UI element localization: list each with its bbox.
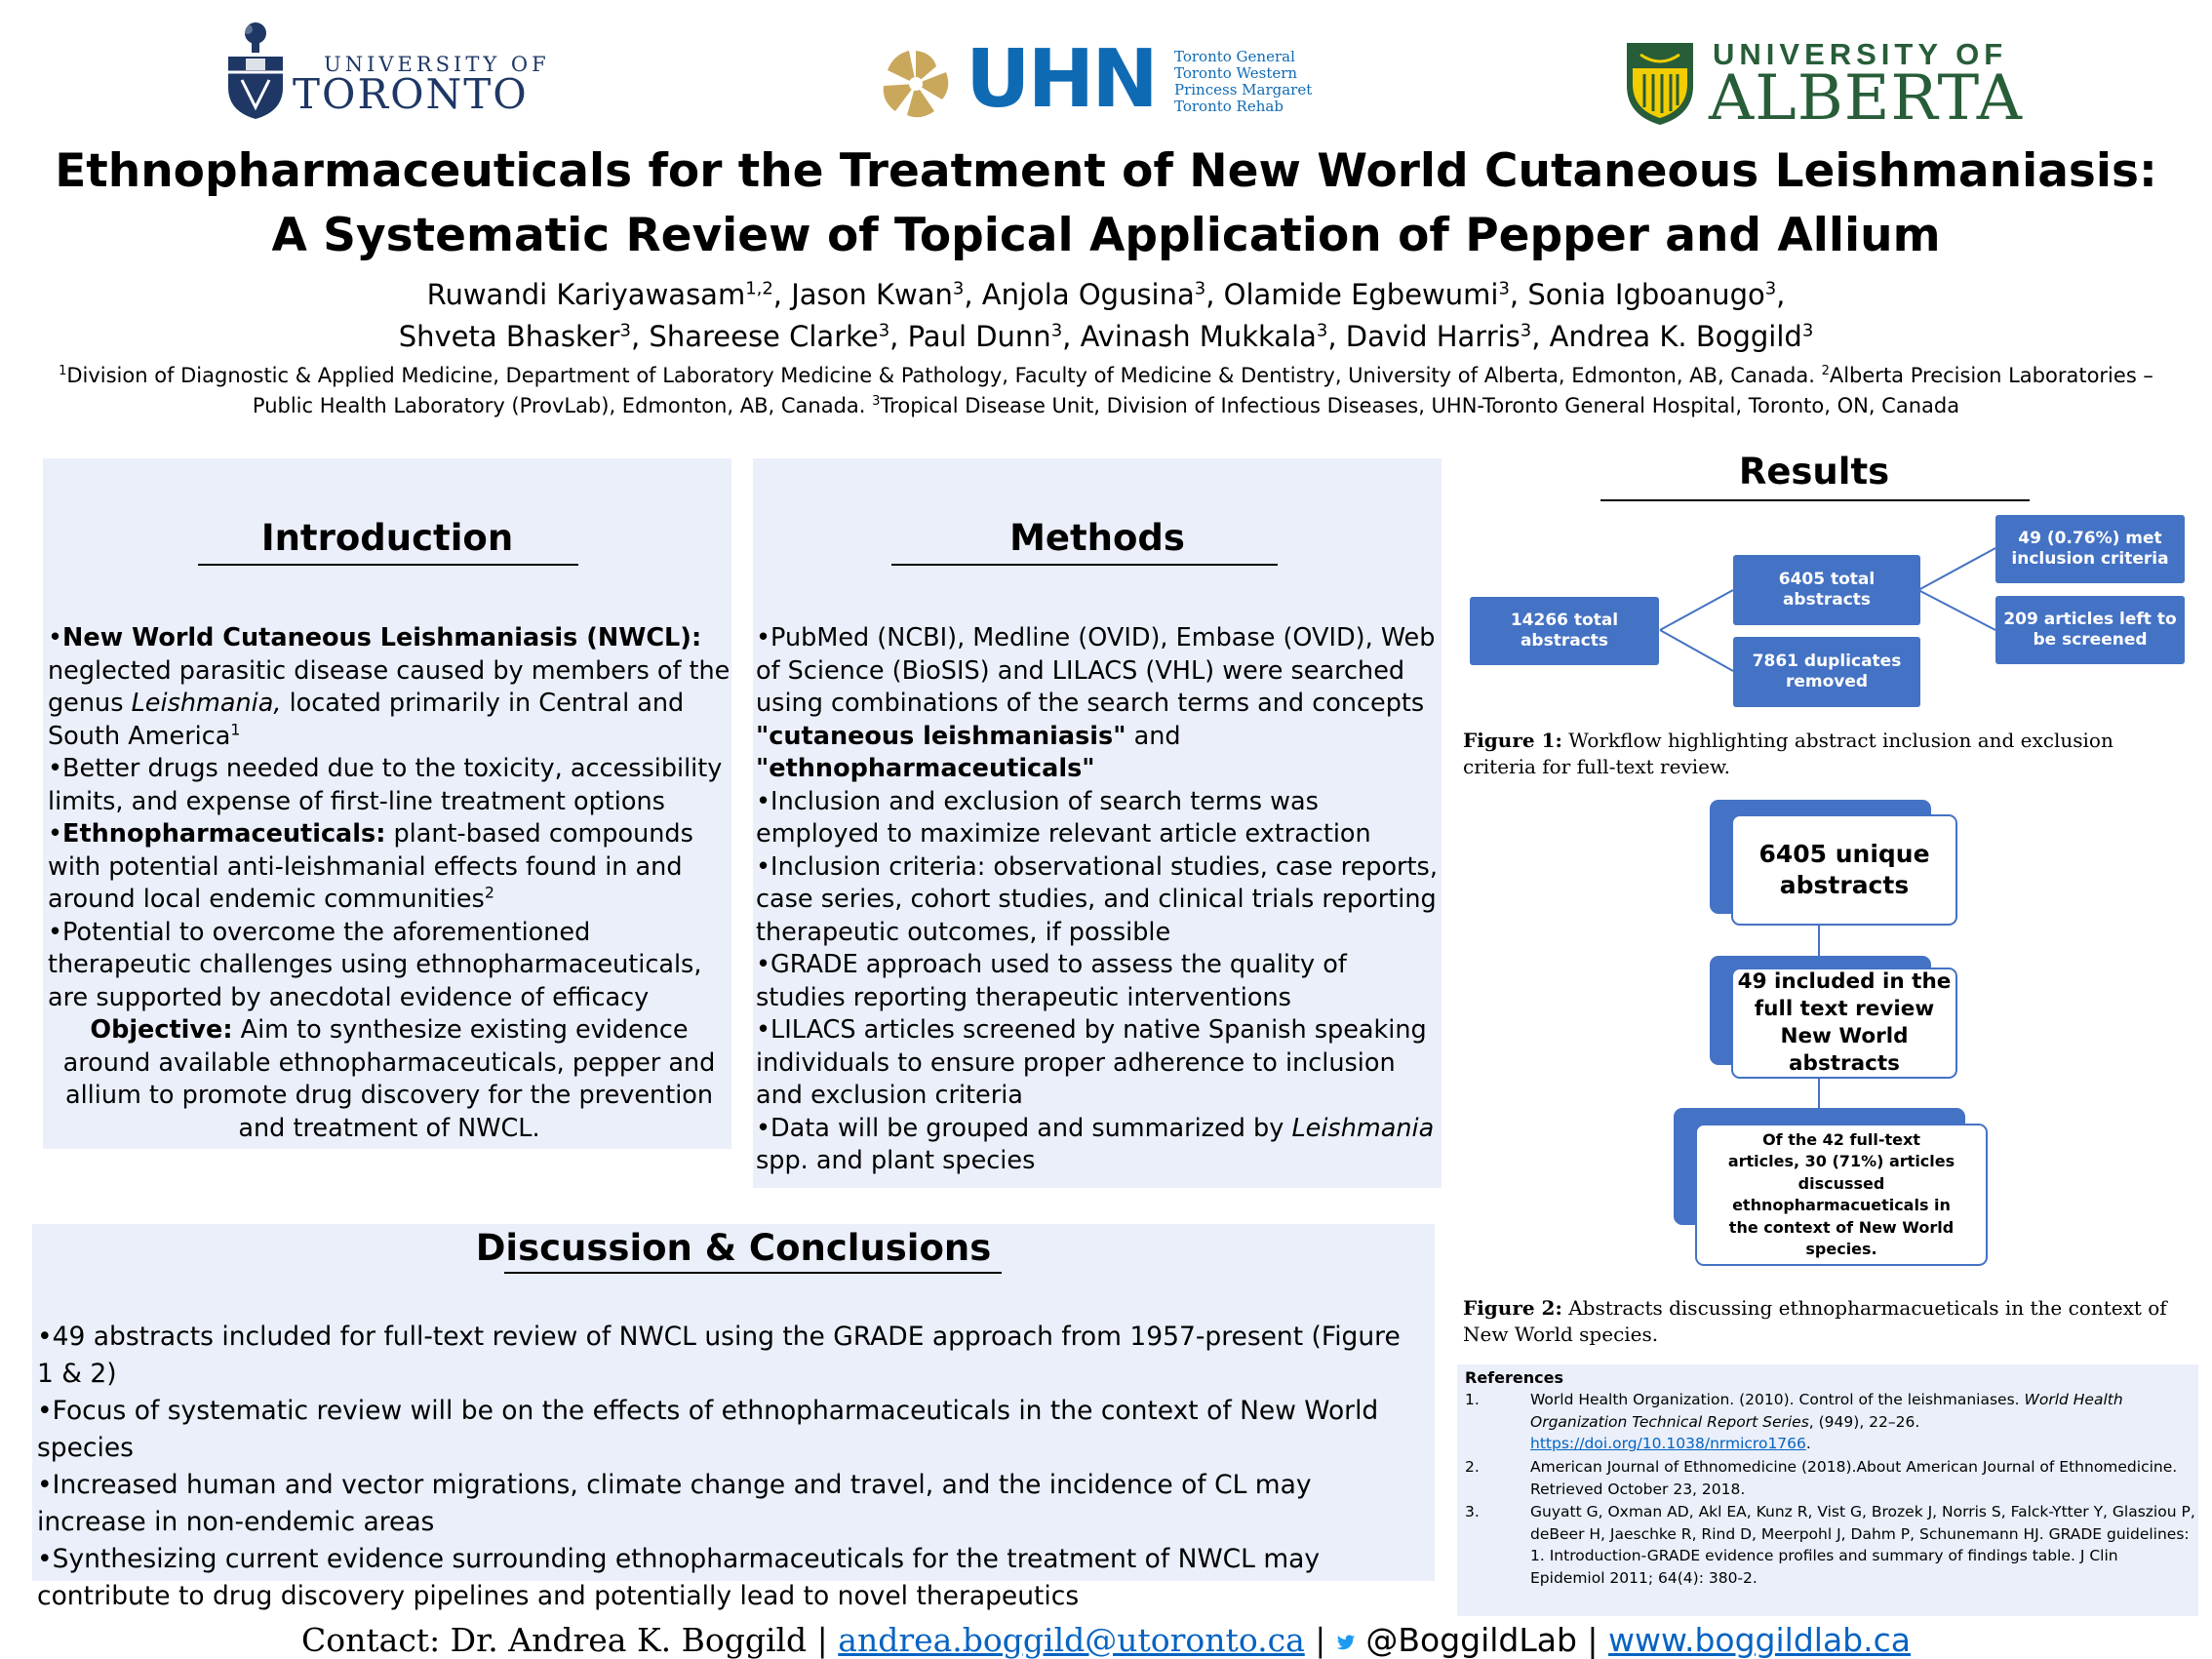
bullet-text: Data will be grouped and summarized by [770,1113,1292,1143]
bullet-text: Inclusion criteria: observational studies, case reports, case series, cohort studies, and clinical trials reporting therapeutic outcomes, if possible [756,851,1438,947]
bullet-text: and [1126,721,1181,751]
bullet-text: Synthesizing current evidence surrounding ethnopharmaceuticals for the treatment of NWCL may contribute to drug discovery pipelines and potentially lead to novel therapeutics [37,1544,1321,1611]
affiliation-marker: 3 [872,394,881,409]
author-affiliation-marker: 1,2 [745,278,773,299]
ualberta-logo-line1: UNIVERSITY OF [1713,37,2008,71]
author-affiliation-marker: 3 [1498,278,1510,299]
introduction-heading: Introduction [260,517,514,559]
author-affiliation-marker: 3 [1316,320,1328,341]
affiliation-marker: 1 [59,364,67,378]
author-list-line2 [0,320,2212,353]
bullet-text: Potential to overcome the aforementioned therapeutic challenges using ethnopharmaceuticals, are supported by anecdotal evidence of efficacy [48,917,702,1012]
uhn-site-list [1174,49,1312,115]
uhn-wordmark: UHN [966,33,1156,126]
author-separator: , [1531,320,1550,353]
figure2-box-unique-abstracts: 6405 unique abstracts [1731,814,1957,926]
author-separator: , [1776,278,1786,311]
author-separator: , [1205,278,1224,311]
affiliation-text: Alberta Precision Laboratories – Public Health Laboratory (ProvLab), Edmonton, AB, Canada. [252,364,2153,417]
uhn-site: Princess Margaret [1174,81,1313,99]
website-link[interactable]: www.boggildlab.ca [1608,1621,1911,1659]
connector-line [1918,590,1995,630]
italic-term: Leishmania [1291,1113,1435,1143]
bullet-text: Inclusion and exclusion of search terms was employed to maximize relevant article extraction [756,786,1371,849]
author-affiliation-marker: 3 [1194,278,1206,299]
bullet-text: spp. and plant species [756,1146,1036,1175]
reference-journal: World Health Organization Technical Report Series [1530,1391,2123,1431]
reference-item [1465,1456,2206,1503]
reference-part: World Health Organization. (2010). Control of the leishmaniases. [1530,1391,2025,1408]
author-name: Sonia Igboanugo [1527,278,1765,311]
bullet-text: located primarily in Central and South America [48,689,685,751]
figure2-caption [1463,1295,2175,1348]
author-affiliation-marker: 3 [878,320,890,341]
references-heading: References [1465,1368,1563,1387]
methods-bullet: •GRADE approach used to assess the quality of studies reporting therapeutic interventions [756,950,1347,1012]
twitter-bird-icon [1336,1635,1356,1651]
search-term: "cutaneous leishmaniasis" [756,721,1126,751]
introduction-bullet: •New World Cutaneous Leishmaniasis (NWCL): neglected parasitic disease caused by members of the genus Leishmania, located primarily in Central and South America$^1$ [48,623,731,751]
discussion-bullet: •Increased human and vector migrations, climate change and travel, and the incidence of CL may increase in non-endemic areas [37,1470,1312,1537]
discussion-bullet: •49 abstracts included for full-text review of NWCL using the GRADE approach from 1957-present (Figure 1 & 2) [37,1322,1401,1389]
reference-number: 1. [1465,1391,1480,1408]
author-name: Shareese Clarke [649,320,879,353]
caption-text: Abstracts discussing ethnopharmacueticals in the context of New World species. [1463,1296,2167,1346]
author-separator: , [1062,320,1081,353]
figure-label: Figure 2: [1463,1296,1562,1320]
author-separator: , [630,320,650,353]
uhn-logo [876,33,1326,126]
caption-text: Workflow highlighting abstract inclusion and exclusion criteria for full-text review. [1463,729,2113,778]
reference-text: American Journal of Ethnomedicine (2018).About American Journal of Ethnomedicine. Retrieved October 23, 2018. [1530,1458,2178,1498]
contact-separator: | [807,1621,839,1659]
flow-node-met-criteria: 49 (0.76%) met inclusion criteria [1995,515,2185,583]
objective-label: Objective: [90,1015,233,1045]
uoft-crest-icon [222,20,289,121]
methods-heading: Methods [1009,517,1185,559]
author-affiliation-marker: 3 [952,278,965,299]
citation-marker: 2 [484,883,494,902]
reference-part: , (949), 22–26. [1808,1412,1920,1431]
figure1-caption [1463,728,2175,780]
methods-bullet: •Data will be grouped and summarized by Leishmania spp. and plant species [756,1113,1435,1175]
flow-node-left-to-screen: 209 articles left to be screened [1995,596,2185,664]
author-separator: , [772,278,792,311]
reference-number: 3. [1465,1503,1480,1521]
bullet-text: PubMed (NCBI), Medline (OVID), Embase (OVID), Web of Science (BioSIS) and LILACS (VHL) were searched using combinations of the search terms and concepts [756,623,1436,718]
author-separator: , [1327,320,1346,353]
reference-item [1465,1501,2206,1614]
author-name: Ruwandi Kariyawasam [426,278,746,311]
reference-text: Guyatt G, Oxman AD, Akl EA, Kunz R, Vist G, Brozek J, Norris S, Falck-Ytter Y, Glasziou P, deBeer H, Jaeschke R, Rind D, Meerpohl J, Dahm P, Schunemann HJ. GRADE guidelines: 1. Introduction-GRADE evidence profiles and summary of findings table. J Clin Epidemiol 2011; 64(4): 380-2. [1530,1503,2195,1587]
author-name: Andrea K. Boggild [1549,320,1802,353]
uoft-logo-line2: TORONTO [293,70,529,118]
ualberta-logo-line2: ALBERTA [1709,62,2023,135]
author-separator: , [964,278,982,311]
flow-node-total-abstracts: 14266 total abstracts [1470,597,1659,665]
introduction-bullet: •Better drugs needed due to the toxicity, accessibility limits, and expense of first-line treatment options [48,754,723,816]
results-heading: Results [1738,451,1890,493]
introduction-bullets [48,622,731,1014]
citation-marker: 1 [230,720,241,738]
contact-separator: | [1304,1621,1336,1659]
uhn-pinwheel-icon [876,45,956,123]
objective-statement [48,1014,731,1145]
author-name: Shveta Bhasker [398,320,620,353]
bullet-text: LILACS articles screened by native Spanish speaking individuals to ensure proper adherence to inclusion and exclusion criteria [756,1015,1427,1110]
author-separator: , [889,320,908,353]
discussion-bullets [37,1319,1422,1615]
discussion-heading-rule [504,1272,1002,1274]
twitter-handle: @BoggildLab [1365,1621,1577,1659]
methods-bullet: •PubMed (NCBI), Medline (OVID), Embase (OVID), Web of Science (BioSIS) and LILACS (VHL) were searched using combinations of the search terms and concepts "cutaneous leishmaniasis" and "ethnopharmaceuticals" [756,623,1436,783]
methods-heading-rule [891,564,1278,566]
ualberta-shield-icon [1623,39,1697,127]
reference-number: 2. [1465,1458,1480,1476]
discussion-heading: Discussion & Conclusions [475,1227,992,1269]
author-name: Jason Kwan [791,278,953,311]
introduction-bullet: •Ethnopharmaceuticals: plant-based compounds with potential anti-leishmanial effects found in and around local endemic communities$^2$ [48,819,693,914]
poster-title-line1: Ethnopharmaceuticals for the Treatment of New World Cutaneous Leishmaniasis: [55,144,2157,198]
discussion-bullet: •Synthesizing current evidence surrounding ethnopharmaceuticals for the treatment of NWCL may contribute to drug discovery pipelines and potentially lead to novel therapeutics [37,1544,1321,1611]
bullet-text: plant-based compounds with potential anti-leishmanial effects found in and around local endemic communities [48,819,693,914]
reference-doi-link[interactable]: https://doi.org/10.1038/nrmicro1766 [1530,1435,1806,1452]
bullet-text: 49 abstracts included for full-text review of NWCL using the GRADE approach from 1957-present (Figure 1 & 2) [37,1322,1401,1389]
university-of-alberta-logo [1623,37,2023,135]
reference-text [1530,1389,2195,1455]
connector-line [1918,548,1995,590]
author-affiliation-marker: 3 [1801,320,1814,341]
methods-bullet: •Inclusion criteria: observational studies, case reports, case series, cohort studies, and clinical trials reporting therapeutic outcomes, if possible [756,851,1438,947]
author-name: Avinash Mukkala [1080,320,1317,353]
bullet-text: Focus of systematic review will be on the effects of ethnopharmaceuticals in the context of New World species [37,1396,1379,1463]
author-name: Paul Dunn [907,320,1051,353]
bold-term: Ethnopharmaceuticals: [62,819,386,849]
figure2-box-full-text: Of the 42 full-text articles, 30 (71%) articles discussed ethnopharmacueticals in the context of New World species. [1695,1124,1988,1266]
introduction-heading-rule [198,564,578,566]
affiliation-text: Tropical Disease Unit, Division of Infectious Diseases, UHN-Toronto General Hospital, Toronto, ON, Canada [880,394,1960,417]
bullet-text: GRADE approach used to assess the quality of studies reporting therapeutic interventions [756,950,1347,1012]
university-of-toronto-logo [222,20,583,127]
poster-title-line2: A Systematic Review of Topical Application of Pepper and Allium [271,209,1941,262]
affiliations [39,361,2173,421]
author-list-line1 [0,278,2212,311]
connector-line [1660,630,1733,671]
reference-item [1465,1389,2206,1457]
author-name: Anjola Ogusina [981,278,1195,311]
contact-separator: | [1576,1621,1609,1659]
figure2-box-included: 49 included in the full text review New World abstracts [1731,968,1957,1079]
bullet-text: neglected parasitic disease caused by members of the genus [48,655,731,718]
author-name: Olamide Egbewumi [1223,278,1499,311]
contact-label: Contact: Dr. Andrea K. Boggild [301,1621,808,1659]
flow-node-total-unique: 6405 total abstracts [1733,555,1920,625]
bold-term: New World Cutaneous Leishmaniasis (NWCL): [62,623,702,652]
results-heading-rule [1600,499,2030,501]
discussion-bullet: •Focus of systematic review will be on the effects of ethnopharmaceuticals in the context of New World species [37,1396,1379,1463]
author-affiliation-marker: 3 [1520,320,1532,341]
affiliation-marker: 2 [1821,364,1830,378]
author-affiliation-marker: 3 [1050,320,1063,341]
contact-line [0,1621,2212,1659]
author-separator: , [1509,278,1528,311]
flow-node-duplicates: 7861 duplicates removed [1733,637,1920,707]
author-affiliation-marker: 3 [1764,278,1777,299]
uhn-site: Toronto General [1174,48,1295,65]
bullet-text: Better drugs needed due to the toxicity, accessibility limits, and expense of first-line treatment options [48,754,723,816]
methods-bullet: •Inclusion and exclusion of search terms was employed to maximize relevant article extraction [756,786,1371,849]
uhn-site: Toronto Rehab [1174,98,1284,115]
author-affiliation-marker: 3 [619,320,631,341]
uoft-logo-line1: UNIVERSITY OF [324,53,550,76]
contact-email-link[interactable]: andrea.boggild@utoronto.ca [838,1621,1305,1659]
methods-bullets [756,622,1439,1178]
methods-bullet: •LILACS articles screened by native Spanish speaking individuals to ensure proper adherence to inclusion and exclusion criteria [756,1015,1427,1110]
bullet-text: Increased human and vector migrations, climate change and travel, and the incidence of CL may increase in non-endemic areas [37,1470,1312,1537]
introduction-bullet: •Potential to overcome the aforementioned therapeutic challenges using ethnopharmaceuticals, are supported by anecdotal evidence of efficacy [48,917,702,1012]
objective-text: Aim to synthesize existing evidence around available ethnopharmaceuticals, pepper and allium to promote drug discovery for the prevention and treatment of NWCL. [62,1015,716,1143]
reference-part: . [1805,1435,1811,1452]
connector-line [1660,590,1733,630]
author-name: David Harris [1345,320,1521,353]
italic-term: Leishmania, [131,689,282,718]
affiliation-text: Division of Diagnostic & Applied Medicine, Department of Laboratory Medicine & Pathology, Faculty of Medicine & Dentistry, University of Alberta, Edmonton, AB, Canada. [66,364,1822,387]
search-term: "ethnopharmaceuticals" [756,754,1095,783]
uhn-site: Toronto Western [1174,64,1298,82]
figure-label: Figure 1: [1463,729,1562,752]
